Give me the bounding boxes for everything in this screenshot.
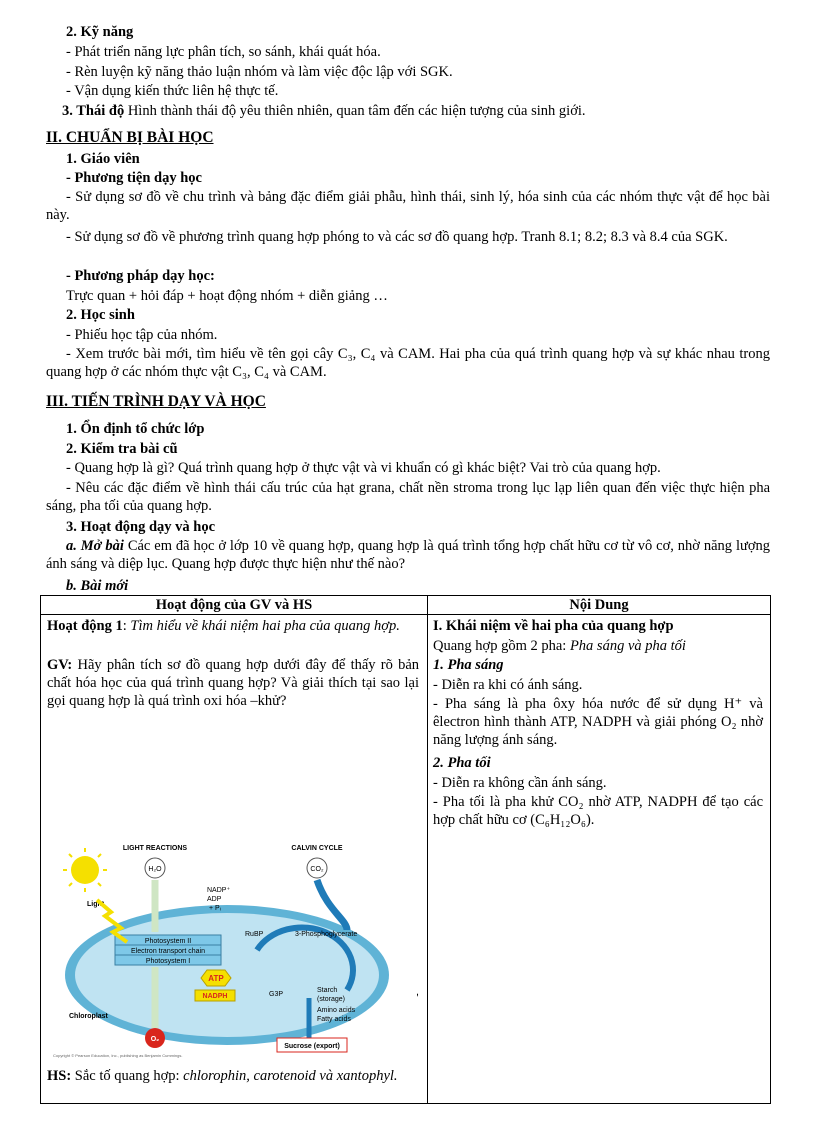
- intro-label: a. Mở bài: [66, 538, 124, 554]
- student-heading: 2. Học sinh: [66, 307, 135, 323]
- col-activities-header: Hoạt động của GV và HS: [41, 596, 428, 615]
- co2-label: CO₂: [310, 866, 324, 873]
- method-text: Trực quan + hỏi đáp + hoạt động nhóm + diễn giảng …: [66, 288, 388, 304]
- h2o-label: H₂O: [148, 866, 162, 873]
- activity-title: Tìm hiểu về khái niệm hai pha của quang hợp.: [130, 618, 400, 634]
- means-text-2: - Sử dụng sơ đồ về phương trình quang hợp phóng to và các sơ đồ quang hợp. Tranh 8.1; 8.2; 8.3 và 8.4 của SGK.: [66, 229, 728, 245]
- nadph-label: NADPH: [202, 993, 228, 1000]
- gv-label: GV:: [47, 657, 73, 673]
- new-lesson-heading: b. Bài mới: [66, 578, 129, 594]
- skills-item-1: - Phát triển năng lực phân tích, so sánh, khái quát hóa.: [66, 44, 381, 60]
- atp-label: ATP: [208, 974, 224, 983]
- teacher-heading: 1. Giáo viên: [66, 151, 140, 167]
- chloroplast-label: Chloroplast: [69, 1013, 108, 1020]
- attitude-heading: 3. Thái độ: [62, 103, 125, 119]
- skills-item-2: - Rèn luyện kỹ năng thảo luận nhóm và làm việc độc lập với SGK.: [66, 64, 453, 80]
- col-content-header: Nội Dung: [428, 596, 771, 615]
- review-heading: 2. Kiểm tra bài cũ: [66, 441, 178, 457]
- sun-icon: [71, 856, 99, 884]
- skills-heading: 2. Kỹ năng: [66, 24, 134, 40]
- stabilize-heading: 1. Ổn định tổ chức lớp: [66, 421, 205, 437]
- student-item-2: - Xem trước bài mới, tìm hiểu về tên gọi cây C₃, C₄ và CAM. Hai pha của quá trình quang hợp và sự khác nhau trong quang hợp ở các nhóm thực vật C₃, C₄ và CAM.: [46, 346, 770, 380]
- content-title: I. Khái niệm về hai pha của quang hợp: [433, 618, 674, 634]
- g3p-label: G3P: [269, 991, 284, 998]
- means-text-1: - Sử dụng sơ đồ về chu trình và bảng đặc điểm giải phẫu, hình thái, sinh lý, hóa sinh của các nhóm thực vật để học bài này.: [46, 189, 770, 223]
- sucrose-label: Sucrose (export): [284, 1043, 340, 1050]
- content-intro: Quang hợp gồm 2 pha:: [433, 638, 567, 654]
- activities-cell: [41, 615, 428, 1104]
- dark-phase-1: - Diễn ra không cần ánh sáng.: [433, 775, 607, 791]
- light-phase-heading: 1. Pha sáng: [433, 657, 504, 673]
- ps2-label: Photosystem II: [144, 938, 192, 945]
- light-reactions-label: LIGHT REACTIONS: [122, 845, 188, 852]
- o2-label: O₂: [150, 1036, 160, 1043]
- content-cell: [428, 615, 771, 1104]
- method-heading: - Phương pháp dạy học:: [66, 268, 215, 284]
- hs-text: Sắc tố quang hợp:: [74, 1068, 180, 1084]
- gv-paragraph: [47, 656, 419, 710]
- etc-label: Electron transport chain: [131, 948, 205, 955]
- activities-heading: 3. Hoạt động dạy và học: [66, 519, 216, 535]
- attitude-line: [62, 102, 586, 120]
- content-intro-italic: Pha sáng và pha tối: [569, 638, 686, 654]
- activity-label: Hoạt động 1: [47, 618, 123, 634]
- skills-item-3: - Vận dụng kiến thức liên hệ thực tế.: [66, 83, 279, 99]
- hs-paragraph: [47, 1067, 419, 1085]
- section-2-title: II. CHUẨN BỊ BÀI HỌC: [46, 129, 214, 146]
- storage-label: (storage): [317, 996, 346, 1003]
- means-heading: - Phương tiện dạy học: [66, 170, 202, 186]
- hs-pigments: chlorophin, carotenoid và xantophyl.: [183, 1068, 398, 1084]
- review-question-1: - Quang hợp là gì? Quá trình quang hợp ở thực vật và vi khuẩn có gì khác biệt? Vai trò của quang hợp.: [66, 460, 661, 476]
- gv-text: Hãy phân tích sơ đồ quang hợp dưới đây để thấy rõ bản chất hóa học của quá trình quang hợp? Và giải thích tại sao lại gọi quang hợp là quá trình oxi hóa –khử?: [47, 657, 419, 709]
- section-3-title: III. TIẾN TRÌNH DẠY VÀ HỌC: [46, 393, 266, 410]
- ps1-label: Photosystem I: [145, 958, 191, 965]
- adp-label: ADP: [207, 896, 222, 903]
- rubp-label: RuBP: [245, 931, 264, 938]
- calvin-cycle-label: CALVIN CYCLE: [291, 845, 343, 852]
- light-phase-1: - Diễn ra khi có ánh sáng.: [433, 677, 583, 693]
- fatty-label: Fatty acids: [317, 1016, 351, 1023]
- intro-paragraph: [46, 537, 770, 573]
- pga-label: 3-Phosphoglycerate: [295, 931, 358, 938]
- intro-text: Các em đã học ở lớp 10 về quang hợp, quang hợp là quá trình tổng hợp chất hữu cơ từ vô cơ, nhờ năng lượng ánh sáng và diệp lục. Quang hợp được thực hiện như thế nào?: [46, 538, 771, 572]
- student-item-1: - Phiếu học tập của nhóm.: [66, 327, 218, 343]
- light-label: Light: [87, 901, 105, 908]
- review-question-2: - Nêu các đặc điểm về hình thái cấu trúc của hạt grana, chất nền stroma trong lục lạp liên quan đến việc thực hiện pha sáng, pha tối của quang hợp.: [46, 480, 770, 514]
- light-phase-2: - Pha sáng là pha ôxy hóa nước để sử dụng H⁺ và êlectron hình thành ATP, NADPH và giải phóng O₂ nhờ năng lượng ánh sáng.: [433, 696, 763, 748]
- copyright-label: Copyright © Pearson Education, Inc., publishing as Benjamin Cummings.: [53, 1053, 183, 1058]
- amino-label: Amino acids: [317, 1007, 356, 1014]
- content-intro-line: [433, 637, 686, 655]
- lesson-table: [40, 595, 771, 1104]
- attitude-text: Hình thành thái độ yêu thiên nhiên, quan tâm đến các hiện tượng của sinh giới.: [127, 103, 586, 119]
- nadp-label: NADP⁺: [207, 887, 231, 894]
- dark-phase-heading: 2. Pha tối: [433, 755, 491, 771]
- photosynthesis-diagram: [47, 840, 417, 1060]
- hs-label: HS:: [47, 1068, 72, 1084]
- pi-label: + Pᵢ: [209, 905, 221, 912]
- starch-label: Starch: [317, 987, 338, 994]
- activity-1-title: Hoạt động 1: Tìm hiểu về khái niệm hai pha của quang hợp.: [47, 618, 400, 634]
- dark-phase-2: - Pha tối là pha khử CO₂ nhờ ATP, NADPH để tạo các hợp chất hữu cơ (C₆H₁₂O₆).: [433, 794, 763, 828]
